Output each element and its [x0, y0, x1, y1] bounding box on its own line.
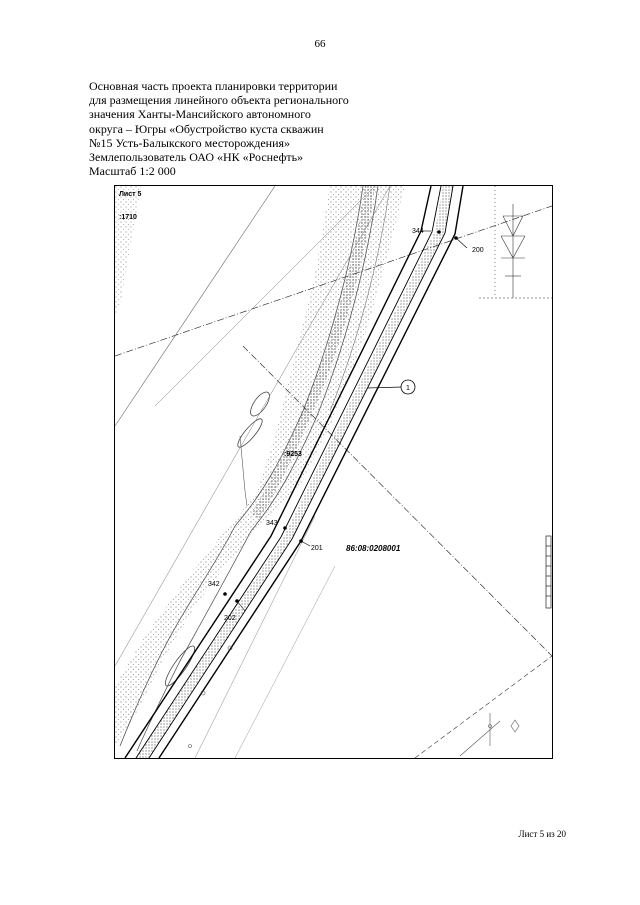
survey-marks	[189, 436, 520, 756]
boundary-line	[415, 656, 552, 758]
point-marker	[437, 230, 441, 234]
callout-label: 1	[406, 385, 410, 392]
parcel-label: :9253	[284, 451, 302, 458]
power-tower-icon	[479, 186, 552, 298]
cadastral-block-label: 86:08:0208001	[346, 544, 401, 553]
point-label-342: 342	[208, 581, 220, 588]
map-drawing	[115, 186, 552, 758]
header-line: значения Ханты-Мансийского автономного	[89, 107, 311, 122]
scale-line: Масштаб 1:2 000	[89, 164, 176, 179]
lake-outline	[247, 389, 273, 419]
sheet-footer: Лист 5 из 20	[518, 829, 566, 839]
document-header	[89, 79, 349, 178]
point-label-200: 200	[472, 247, 484, 254]
header-line: округа – Югры «Обустройство куста скважин	[89, 121, 324, 136]
header-line: для размещения линейного объекта регионального	[89, 93, 349, 108]
track-line	[115, 186, 275, 426]
page-number: 66	[314, 38, 326, 50]
header-line: Основная часть проекта планировки территории	[89, 79, 338, 93]
point-label-202: 202	[224, 615, 236, 622]
header-line: №15 Усть-Балыкского месторождения»	[89, 135, 291, 150]
boundary-line	[243, 346, 552, 656]
callout-leader	[367, 387, 402, 388]
point-label-344: 344	[412, 228, 424, 235]
point-label-201: 201	[311, 545, 323, 552]
leader-line	[301, 541, 310, 546]
point-marker	[223, 592, 227, 596]
leader-line	[456, 238, 467, 248]
parcel-label: :1710	[119, 214, 137, 221]
planning-map	[114, 185, 553, 759]
lake-outline	[235, 416, 266, 450]
point-marker	[283, 526, 287, 530]
edge-scale-bar	[546, 536, 551, 608]
point-label-343: 343	[266, 520, 278, 527]
vegetation-zone-main	[115, 186, 405, 746]
vegetation-zone-left	[115, 186, 141, 316]
sheet-label: Лист 5	[119, 191, 142, 198]
land-user-line: Землепользователь ОАО «НК «Роснефть»	[89, 150, 304, 165]
